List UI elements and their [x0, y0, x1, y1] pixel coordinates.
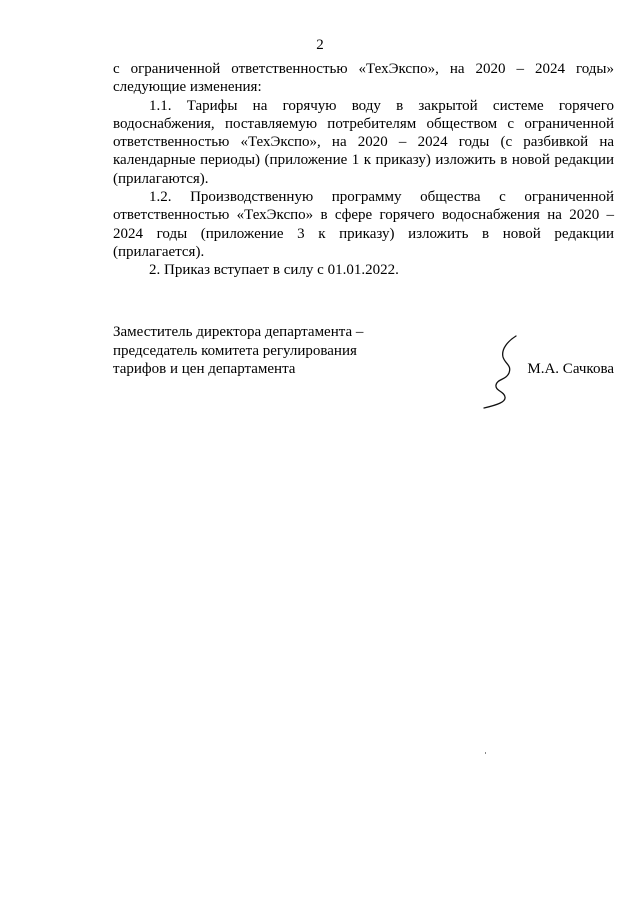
signature-block — [113, 323, 614, 413]
signer-position-line: тарифов и цен департамента — [113, 361, 296, 377]
document-body — [113, 60, 614, 280]
handwritten-signature — [481, 333, 531, 413]
signer-name: М.А. Сачкова — [527, 361, 614, 377]
paragraph-item-1-2: 1.2. Производственную программу общества с ограниченной ответственностью «ТехЭкспо» в сфере горячего водоснабжения на 2020 – 2024 годы (приложение 3 к приказу) изложить в новой редакции (прилагается). — [113, 189, 614, 260]
scan-speck — [485, 752, 486, 754]
signer-position-line: Заместитель директора департамента – — [113, 324, 364, 340]
signer-position-line: председатель комитета регулирования — [113, 342, 357, 359]
paragraph-item-2: 2. Приказ вступает в силу с 01.01.2022. — [149, 262, 399, 279]
page-number: 2 — [316, 37, 324, 53]
paragraph-intro: с ограниченной ответственностью «ТехЭкспо», на 2020 – 2024 годы» следующие изменения: — [113, 61, 614, 96]
signer-position — [113, 323, 383, 379]
paragraph-item-1-1: 1.1. Тарифы на горячую воду в закрытой системе горячего водоснабжения, поставляемую потребителям обществом с ограниченной ответственностью «ТехЭкспо», на 2020 – 2024 годы (с разбивкой на календарные периоды) (приложение 1 к приказу) изложить в новой редакции (прилагаются). — [113, 97, 614, 187]
